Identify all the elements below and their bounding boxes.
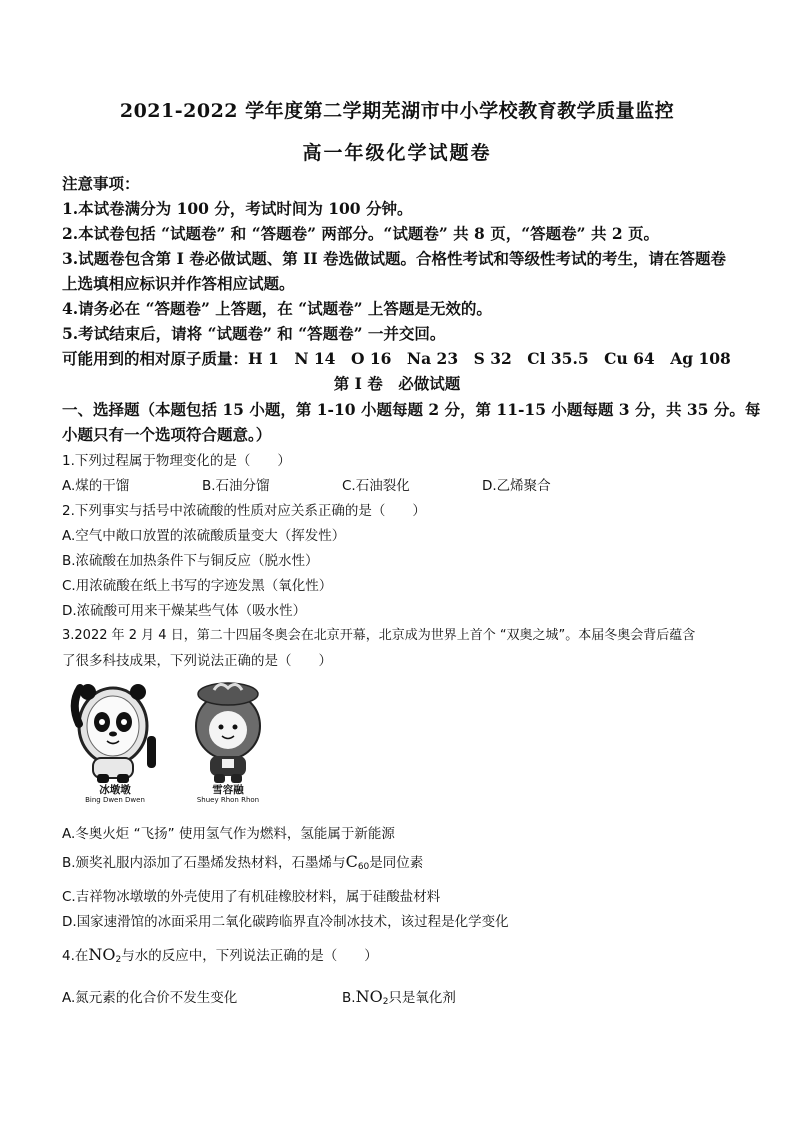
q1-options xyxy=(62,474,762,492)
bing-dwen-dwen-label-en: Bing Dwen Dwen xyxy=(85,796,145,804)
exam-title: 2021-2022 学年度第二学期芜湖市中小学校教育教学质量监控 xyxy=(119,100,675,122)
q4-option-b-label: B. xyxy=(342,990,356,1006)
mascot-figure xyxy=(68,676,278,808)
q2-stem: 2.下列事实与括号中浓硫酸的性质对应关系正确的是（ ） xyxy=(62,503,426,519)
shuey-rhon-rhon-label-cn: 雪容融 xyxy=(212,784,244,796)
q3-stem-line1: 3.2022 年 2 月 4 日，第二十四届冬奥会在北京开幕，北京成为世界上首个 “双奥之城”。本届冬奥会背后蕴含 xyxy=(62,628,696,643)
note-item-4: 4.请务必在 “答题卷” 上答题，在 “试题卷” 上答题是无效的。 xyxy=(62,299,492,318)
bing-dwen-dwen-image xyxy=(75,684,156,783)
q4-option-b-formula: NO xyxy=(355,987,383,1006)
q1-stem: 1.下列过程属于物理变化的是（ ） xyxy=(62,453,291,469)
shuey-rhon-rhon-image xyxy=(196,683,260,783)
q3-option-b-text: B.颁奖礼服内添加了石墨烯发热材料，石墨烯与 xyxy=(62,855,346,871)
q4-option-b-text: 只是氧化剂 xyxy=(388,990,456,1006)
q4-option-a[interactable]: A.氮元素的化合价不发生变化 xyxy=(62,990,238,1006)
note-item-5: 5.考试结束后，请将 “试题卷” 和 “答题卷” 一并交回。 xyxy=(62,324,446,343)
q3-option-b[interactable] xyxy=(62,851,423,872)
section-title: 第 I 卷 必做试题 xyxy=(333,374,461,393)
note-item-2: 2.本试卷包括 “试题卷” 和 “答题卷” 两部分。“试题卷” 共 8 页，“答题卷” 共 2 页。 xyxy=(62,224,660,243)
q4-option-b[interactable] xyxy=(342,986,456,1007)
q1-option-b[interactable]: B.石油分馏 xyxy=(202,478,270,494)
q3-option-b-formula: C xyxy=(345,852,358,871)
q3-stem-line2: 了很多科技成果，下列说法正确的是（ ） xyxy=(62,653,332,669)
notes-heading: 注意事项： xyxy=(62,174,140,193)
q2-option-a[interactable]: A.空气中敞口放置的浓硫酸质量变大（挥发性） xyxy=(62,528,346,544)
q1-option-a[interactable]: A.煤的干馏 xyxy=(62,478,130,494)
q4-formula: NO xyxy=(88,945,116,964)
q3-option-c[interactable]: C.吉祥物冰墩墩的外壳使用了有机硅橡胶材料，属于硅酸盐材料 xyxy=(62,889,441,905)
q3-option-b-subscript: 60 xyxy=(357,862,370,872)
q2-option-c[interactable]: C.用浓硫酸在纸上书写的字迹发黑（氧化性） xyxy=(62,578,333,594)
q3-option-a[interactable]: A.冬奥火炬 “飞扬” 使用氢气作为燃料，氢能属于新能源 xyxy=(62,826,395,842)
q2-option-d[interactable]: D.浓硫酸可用来干燥某些气体（吸水性） xyxy=(62,603,307,619)
q4-options xyxy=(62,986,762,1006)
note-item-3: 3.试题卷包含第 I 卷必做试题、第 II 卷选做试题。合格性考试和等级性考试的考生，请在答题卷 xyxy=(62,249,727,268)
q4-stem-text: 4.在 xyxy=(62,948,89,964)
q4-stem xyxy=(62,944,378,965)
q4-option-b-subscript: 2 xyxy=(382,997,389,1007)
atomic-masses: 可能用到的相对原子质量：H 1 N 14 O 16 Na 23 S 32 Cl 35.5 Cu 64 Ag 108 xyxy=(62,349,731,368)
q1-option-d[interactable]: D.乙烯聚合 xyxy=(482,478,551,494)
note-item-3-cont: 上选填相应标识并作答相应试题。 xyxy=(62,274,295,293)
q4-stem-text-end: 与水的反应中，下列说法正确的是（ ） xyxy=(121,948,378,964)
exam-subtitle: 高一年级化学试题卷 xyxy=(302,142,492,164)
q3-option-d[interactable]: D.国家速滑馆的冰面采用二氧化碳跨临界直冷制冰技术，该过程是化学变化 xyxy=(62,914,509,930)
shuey-rhon-rhon-label-en: Shuey Rhon Rhon xyxy=(196,796,260,804)
q4-formula-subscript: 2 xyxy=(115,955,122,965)
bing-dwen-dwen-label-cn: 冰墩墩 xyxy=(99,784,131,796)
part-instruction-line1: 一、选择题（本题包括 15 小题，第 1-10 小题每题 2 分，第 11-15 小题每题 3 分，共 35 分。每 xyxy=(62,400,761,419)
q2-option-b[interactable]: B.浓硫酸在加热条件下与铜反应（脱水性） xyxy=(62,553,319,569)
note-item-1: 1.本试卷满分为 100 分，考试时间为 100 分钟。 xyxy=(62,199,413,218)
part-instruction-line2: 小题只有一个选项符合题意。） xyxy=(62,425,272,444)
q1-option-c[interactable]: C.石油裂化 xyxy=(342,478,410,494)
q3-option-b-text-end: 是同位素 xyxy=(369,855,424,871)
